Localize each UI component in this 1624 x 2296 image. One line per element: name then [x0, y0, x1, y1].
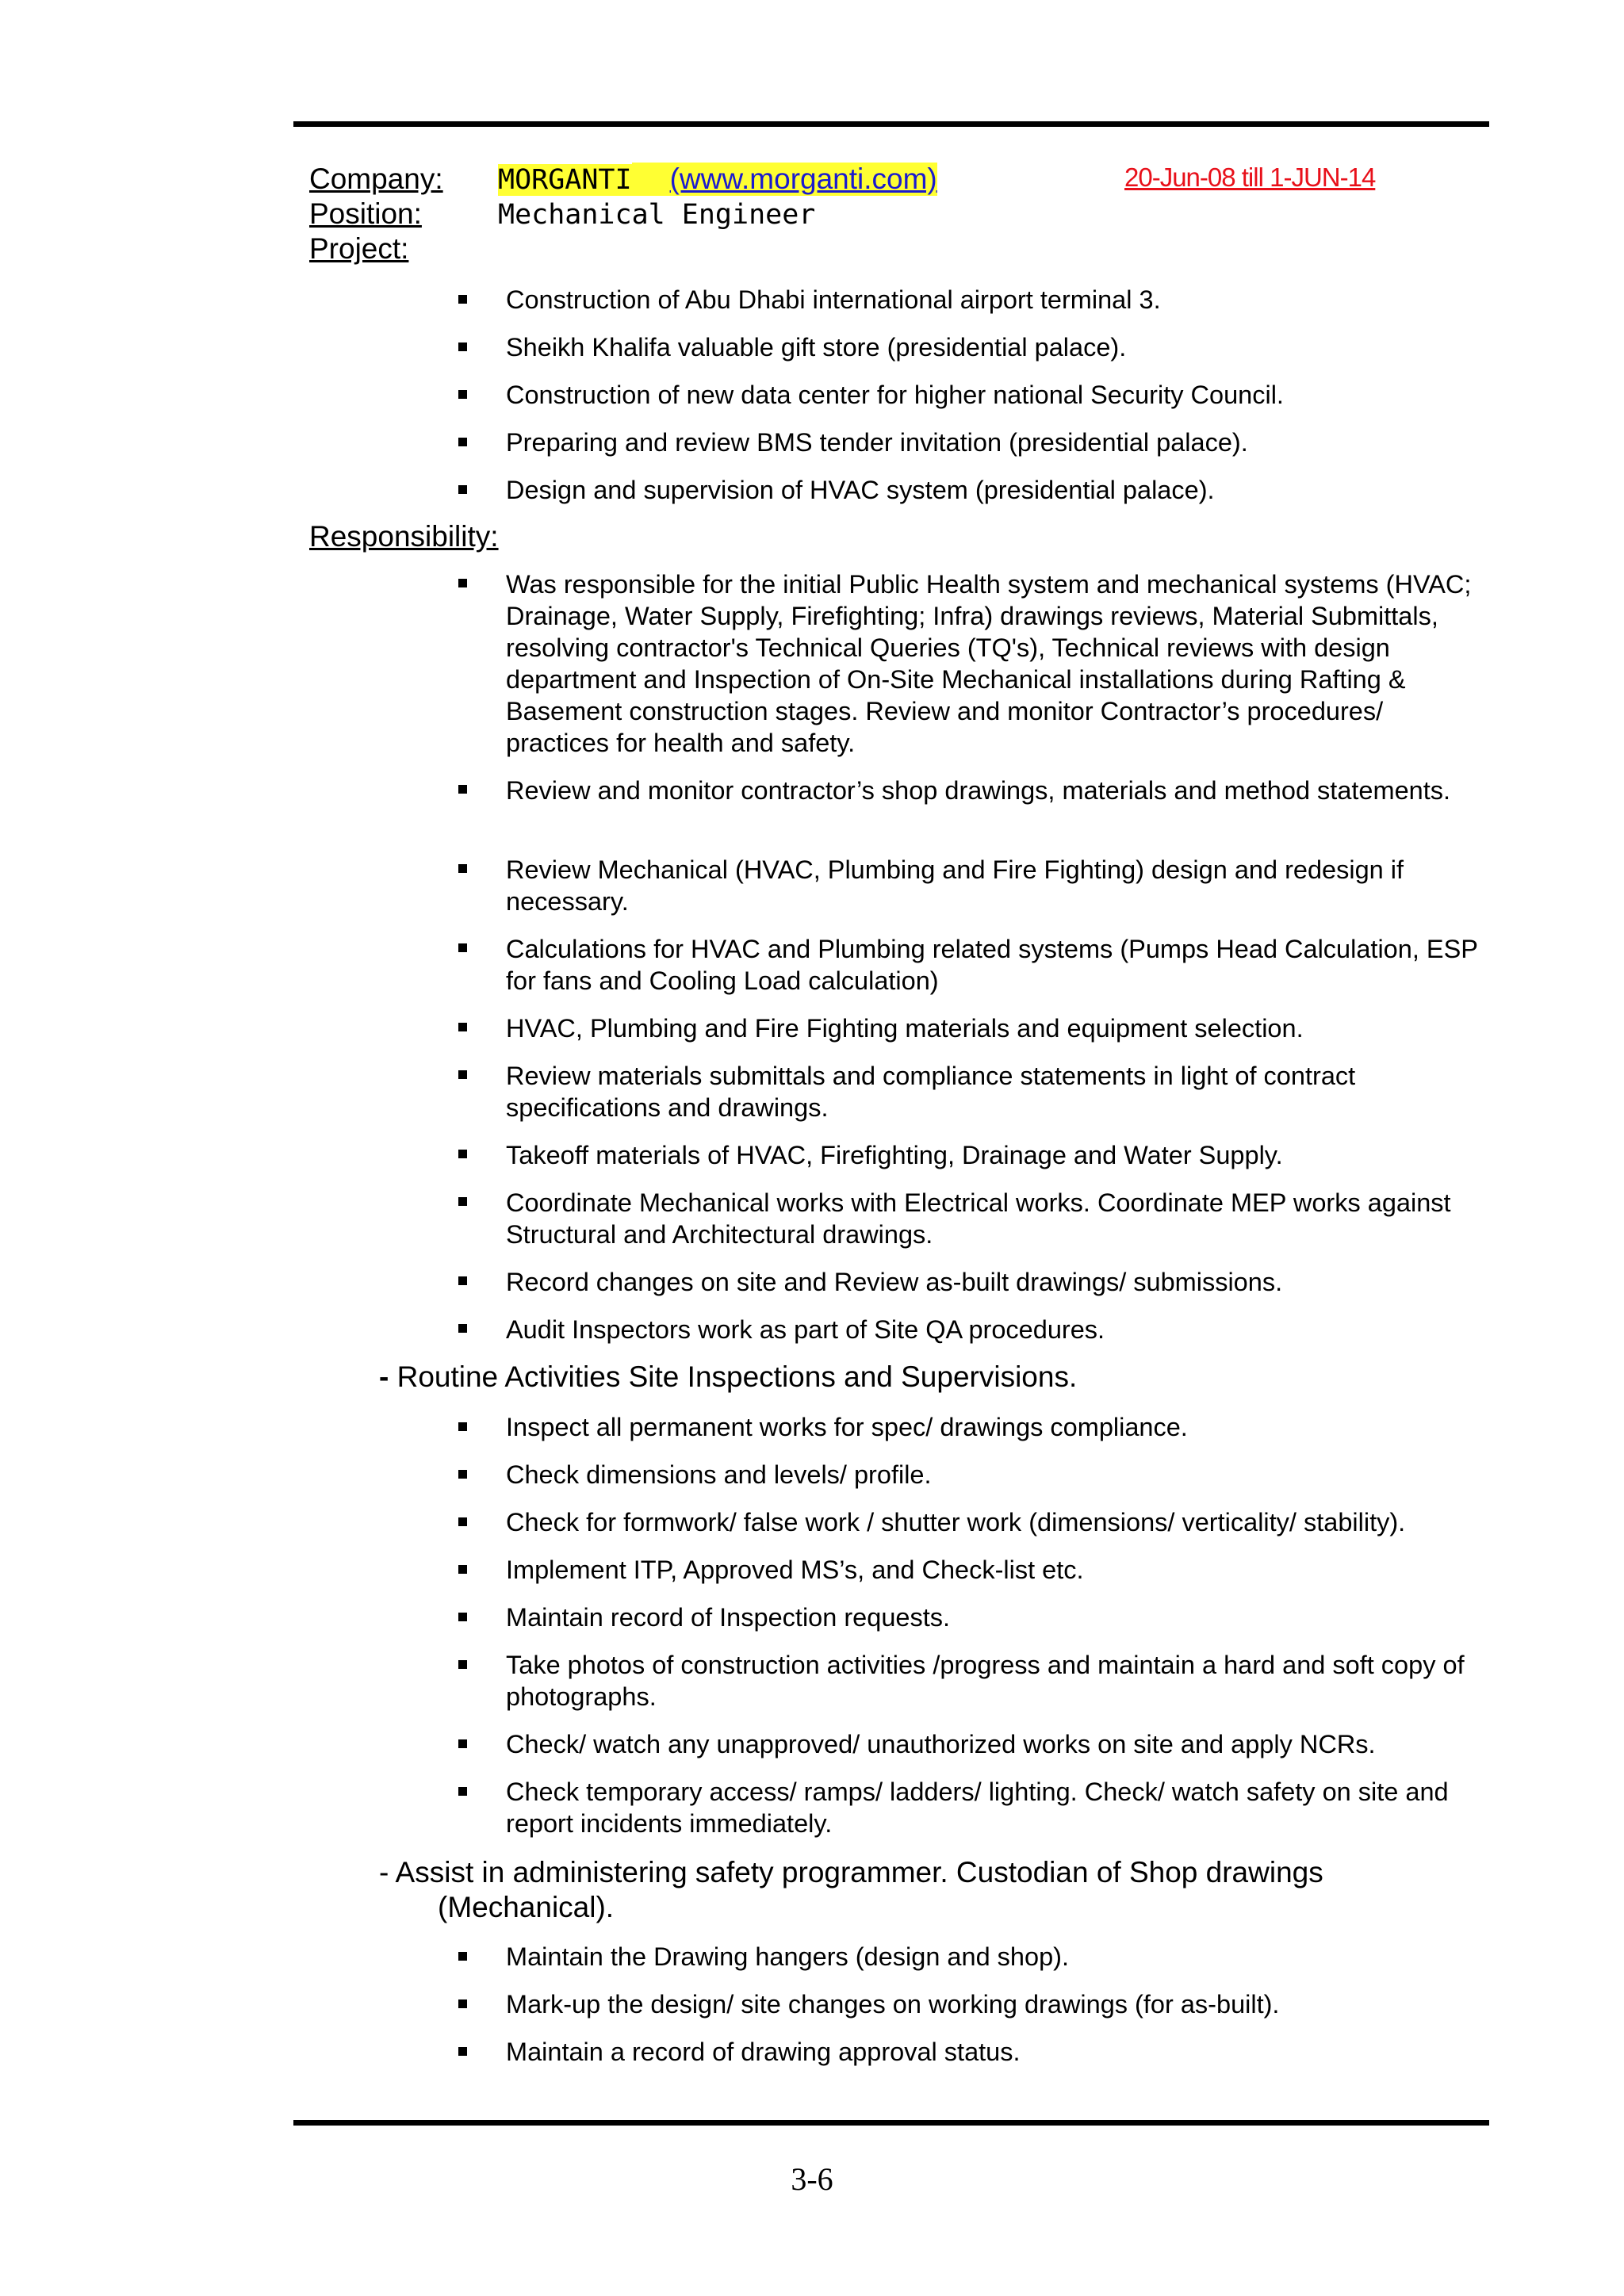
project-item: Preparing and review BMS tender invitation (presidential palace). — [506, 428, 1248, 457]
routine-item: Maintain record of Inspection requests. — [506, 1603, 951, 1632]
responsibility-item: Takeoff materials of HVAC, Firefighting, Drainage and Water Supply. — [506, 1141, 1283, 1169]
bullet-icon — [458, 342, 467, 351]
company-name: MORGANTI — [498, 164, 632, 196]
project-item: Sheikh Khalifa valuable gift store (presidential palace). — [506, 333, 1127, 362]
routine-item: Take photos of construction activities /progress and maintain a hard and soft copy of photographs. — [506, 1651, 1465, 1711]
bullet-icon — [458, 2047, 467, 2056]
bullet-icon — [458, 864, 467, 873]
company-url-link[interactable]: (www.morganti.com) — [669, 163, 937, 195]
company-url-wrap — [632, 163, 937, 196]
bullet-icon — [458, 1324, 467, 1333]
safety-heading-line2: (Mechanical). — [438, 1891, 615, 1923]
bullet-icon — [458, 1613, 467, 1621]
bullet-icon — [458, 1197, 467, 1206]
project-row — [309, 232, 498, 267]
bullet-icon — [458, 1660, 467, 1669]
position-value: Mechanical Engineer — [498, 199, 816, 231]
company-label: Company: — [309, 163, 443, 195]
bullet-icon — [458, 295, 467, 304]
responsibility-item: Review materials submittals and compliance statements in light of contract specifications and drawings. — [506, 1062, 1356, 1122]
bullet-icon — [458, 1023, 467, 1031]
responsibility-item: Audit Inspectors work as part of Site QA procedures. — [506, 1315, 1105, 1344]
responsibility-item: Review Mechanical (HVAC, Plumbing and Fire Fighting) design and redesign if necessary. — [506, 855, 1404, 916]
safety-heading-line1: - Assist in administering safety programmer. Custodian of Shop drawings — [379, 1856, 1323, 1888]
routine-item: Check dimensions and levels/ profile. — [506, 1460, 932, 1489]
responsibility-item: HVAC, Plumbing and Fire Fighting materials and equipment selection. — [506, 1014, 1304, 1043]
bullet-icon — [458, 1739, 467, 1748]
bullet-icon — [458, 785, 467, 794]
project-label: Project: — [309, 232, 409, 265]
safety-item: Maintain the Drawing hangers (design and shop). — [506, 1942, 1070, 1971]
safety-item: Maintain a record of drawing approval status. — [506, 2038, 1021, 2066]
page-number: 3-6 — [791, 2161, 833, 2197]
responsibility-label: Responsibility: — [309, 520, 499, 553]
bullet-icon — [458, 579, 467, 587]
responsibility-item: Coordinate Mechanical works with Electrical works. Coordinate MEP works against Structural and Architectural drawings. — [506, 1188, 1451, 1249]
bullet-icon — [458, 1787, 467, 1796]
bullet-icon — [458, 438, 467, 446]
company-row — [309, 163, 937, 197]
bullet-icon — [458, 943, 467, 952]
routine-heading-dash: - — [379, 1360, 389, 1393]
project-item: Construction of new data center for higher national Security Council. — [506, 381, 1284, 409]
routine-heading — [379, 1360, 1410, 1395]
top-rule — [293, 121, 1489, 127]
responsibility-item: Review and monitor contractor’s shop drawings, materials and method statements. — [506, 776, 1451, 805]
responsibility-item: Calculations for HVAC and Plumbing related systems (Pumps Head Calculation, ESP for fans and Cooling Load calculation) — [506, 935, 1478, 995]
bullet-icon — [458, 1999, 467, 2008]
bullet-icon — [458, 1470, 467, 1479]
bullet-icon — [458, 1070, 467, 1079]
bullet-icon — [458, 1276, 467, 1285]
project-item: Design and supervision of HVAC system (presidential palace). — [506, 476, 1215, 504]
safety-heading — [379, 1855, 1410, 1925]
routine-item: Implement ITP, Approved MS’s, and Check-list etc. — [506, 1556, 1084, 1584]
bullet-icon — [458, 1517, 467, 1526]
bullet-icon — [458, 1150, 467, 1158]
bullet-icon — [458, 1952, 467, 1961]
responsibility-item: Was responsible for the initial Public Health system and mechanical systems (HVAC; Drainage, Water Supply, Firefighting; Infra) drawings reviews, Material Submittals, resolving contractor's Technical Queries (TQ's), Technical reviews with design department and Inspection of On-Site Mechanical installations during Rafting & Basement construction stages. Review and monitor Contractor’s procedures/ practices for health and safety. — [506, 570, 1472, 757]
bottom-rule — [293, 2120, 1489, 2126]
project-item: Construction of Abu Dhabi international airport terminal 3. — [506, 285, 1161, 314]
routine-item: Check for formwork/ false work / shutter work (dimensions/ verticality/ stability). — [506, 1508, 1406, 1536]
routine-item: Inspect all permanent works for spec/ drawings compliance. — [506, 1413, 1188, 1441]
bullet-icon — [458, 390, 467, 399]
employment-dates: 20-Jun-08 till 1-JUN-14 — [1124, 163, 1376, 192]
responsibility-item: Record changes on site and Review as-built drawings/ submissions. — [506, 1268, 1283, 1296]
safety-item: Mark-up the design/ site changes on working drawings (for as-built). — [506, 1990, 1280, 2019]
routine-heading-text: Routine Activities Site Inspections and Supervisions. — [389, 1360, 1078, 1393]
position-label: Position: — [309, 197, 422, 230]
routine-item: Check/ watch any unapproved/ unauthorized works on site and apply NCRs. — [506, 1730, 1376, 1758]
bullet-icon — [458, 1422, 467, 1431]
bullet-icon — [458, 1565, 467, 1574]
position-row — [309, 197, 815, 232]
bullet-icon — [458, 485, 467, 494]
routine-item: Check temporary access/ ramps/ ladders/ lighting. Check/ watch safety on site and report incidents immediately. — [506, 1777, 1449, 1838]
